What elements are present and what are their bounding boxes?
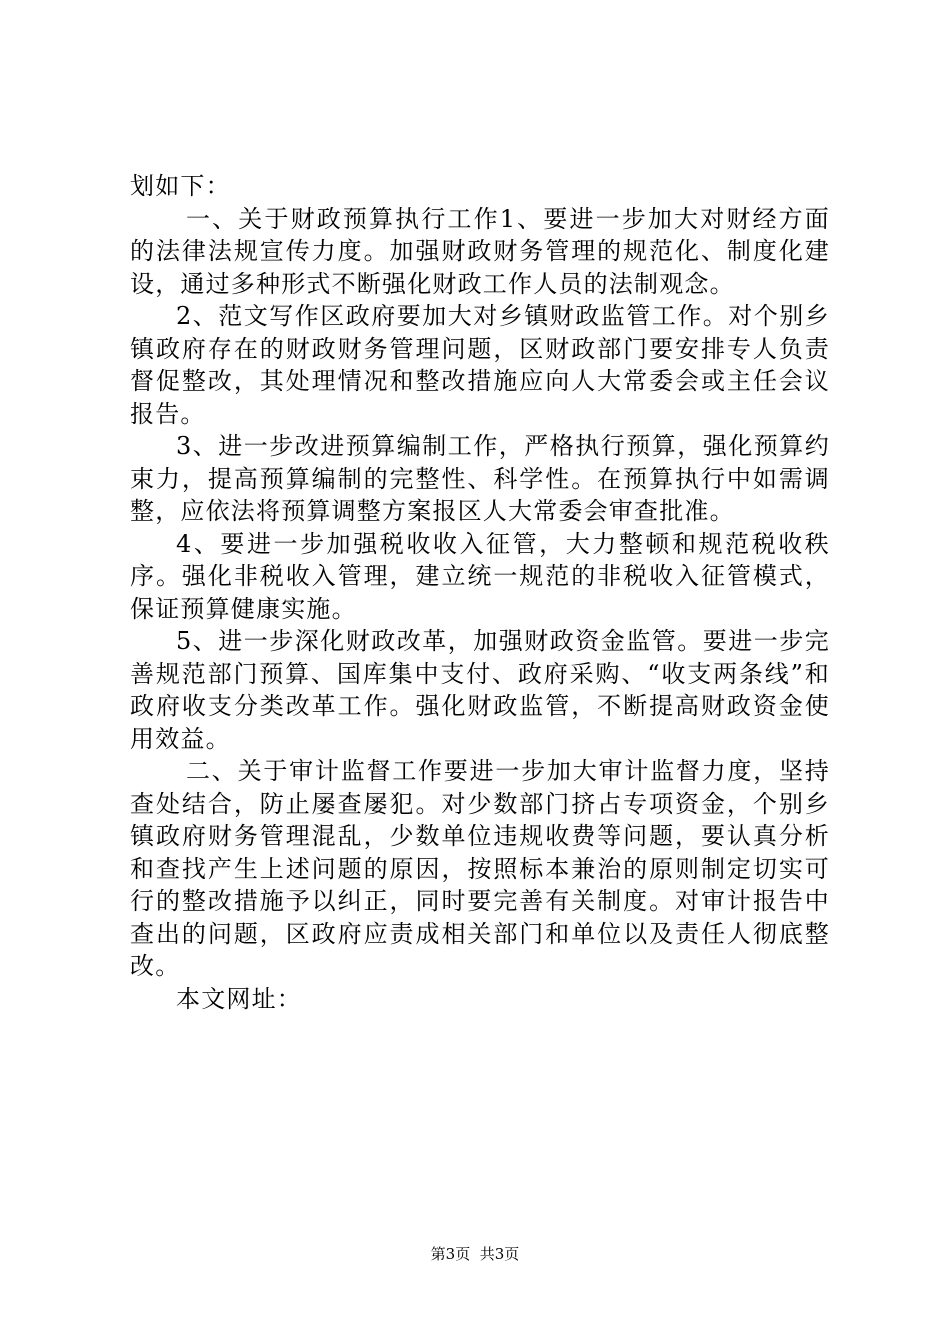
paragraph-item-4: 4、要进一步加强税收收入征管，大力整顿和规范税收秩序。强化非税收入管理，建立统一规范的非税收入征管模式，保证预算健康实施。 xyxy=(130,529,830,623)
paragraph-item-5: 5、进一步深化财政改革，加强财政资金监管。要进一步完善规范部门预算、国库集中支付、政府采购、“收支两条线”和政府收支分类改革工作。强化财政监管，不断提高财政资金使用效益。 xyxy=(130,627,830,753)
paragraph-item-3: 3、进一步改进预算编制工作，严格执行预算，强化预算约束力，提高预算编制的完整性、科学性。在预算执行中如需调整，应依法将预算调整方案报区人大常委会审查批准。 xyxy=(130,432,830,525)
paragraph-section-two: 二、关于审计监督工作要进一步加大审计监督力度，坚持查处结合，防止屡查屡犯。对少数部门挤占专项资金，个别乡镇政府财务管理混乱，少数单位违规收费等问题，要认真分析和查找产生上述问题的原因，按照标本兼治的原则制定切实可行的整改措施予以纠正，同时要完善有关制度。对审计报告中查出的问题，区政府应责成相关部门和单位以及责任人彻底整改。 xyxy=(130,757,830,980)
page-total: 共3页 xyxy=(479,1245,520,1263)
page-footer xyxy=(0,1244,950,1264)
document-body xyxy=(130,170,830,1015)
paragraph-intro: 划如下： xyxy=(130,172,231,200)
paragraph-section-one: 一、关于财政预算执行工作1、要进一步加大对财经方面的法律法规宣传力度。加强财政财务管理的规范化、制度化建设，通过多种形式不断强化财政工作人员的法制观念。 xyxy=(130,204,830,298)
page-number: 第3页 xyxy=(430,1245,471,1263)
paragraph-item-2: 2、范文写作区政府要加大对乡镇财政监管工作。对个别乡镇政府存在的财政财务管理问题，区财政部门要安排专人负责督促整改，其处理情况和整改措施应向人大常委会或主任会议报告。 xyxy=(130,302,830,428)
paragraph-url-label: 本文网址： xyxy=(176,984,302,1013)
